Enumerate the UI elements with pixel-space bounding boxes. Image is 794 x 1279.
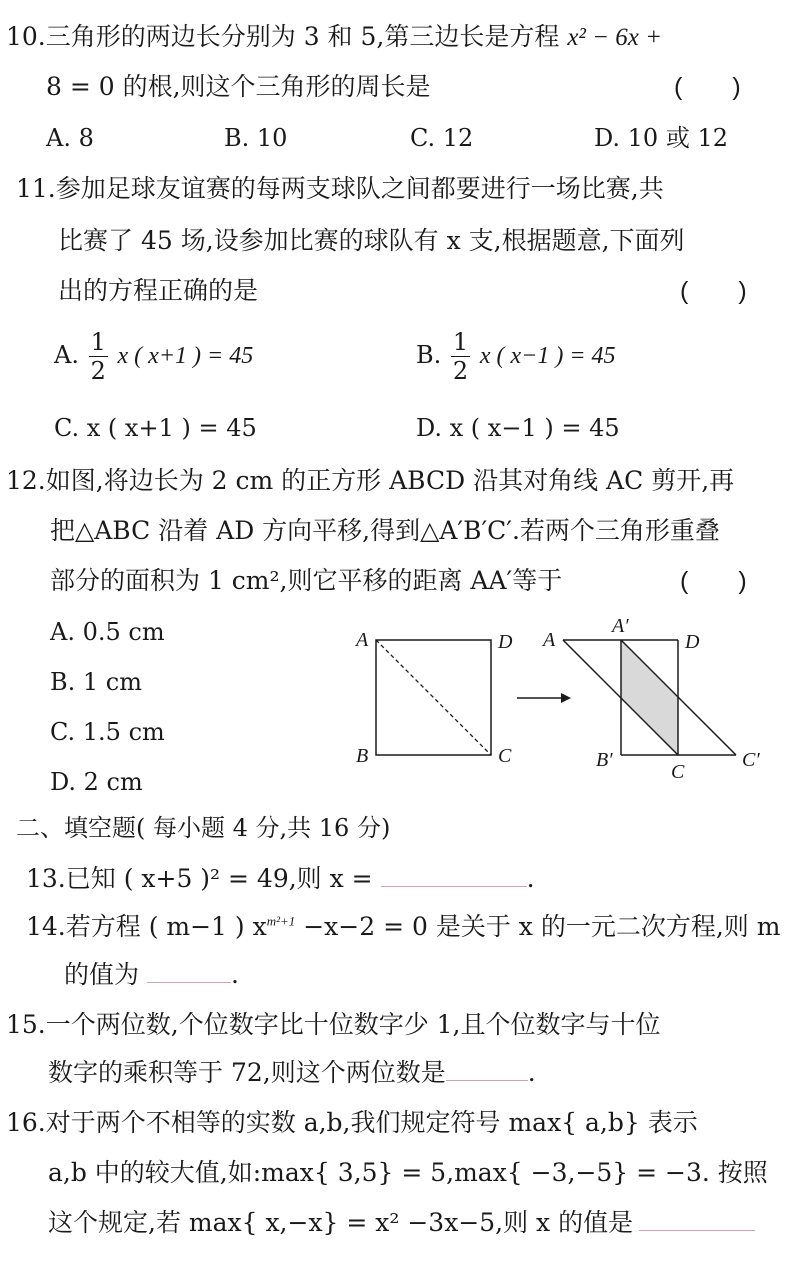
q14-period: .: [230, 960, 239, 989]
q11-answer-paren: ( ): [680, 277, 747, 305]
q12-option-b: B. 1 cm: [50, 668, 142, 696]
q11-option-b-label: B.: [416, 341, 442, 369]
q16-line2: a,b 中的较大值,如:max{ 3,5} = 5,max{ −3,−5} = −3. 按照: [48, 1158, 768, 1187]
q10-line1: [6, 22, 662, 53]
q12-line3: 部分的面积为 1 cm²,则它平移的距离 AA′等于: [50, 566, 563, 595]
q13-text: 13.已知 ( x+5 )² = 49,则 x =: [26, 864, 373, 893]
q10-option-a: A. 8: [46, 124, 94, 152]
q11-option-d: D. x ( x−1 ) = 45: [416, 414, 620, 442]
label-a-prime: A′: [612, 615, 629, 637]
q14-text-rest: −x−2 = 0 是关于 x 的一元二次方程,则 m: [295, 912, 781, 941]
q13-period: .: [526, 864, 535, 893]
fraction-numerator: 1: [90, 328, 106, 356]
q12-line2: 把△ABC 沿着 AD 方向平移,得到△A′B′C′.若两个三角形重叠: [50, 516, 720, 545]
label-a-right: A: [543, 629, 556, 651]
fraction-denominator: 2: [452, 357, 469, 385]
q12-line1: 12.如图,将边长为 2 cm 的正方形 ABCD 沿其对角线 AC 剪开,再: [6, 466, 735, 495]
overlap-region: [621, 640, 678, 755]
q14-text-line2: 的值为: [64, 960, 140, 989]
q16-text-line3: 这个规定,若 max{ x,−x} = x² −3x−5,则 x 的值是: [48, 1208, 634, 1237]
q14-text-start: 14.若方程 ( m−1 ) x: [26, 912, 267, 941]
arrow-right-icon: [561, 693, 571, 703]
label-c-prime: C′: [742, 749, 760, 771]
q14-exponent: m²+1: [266, 913, 296, 929]
q13-line: [26, 864, 535, 894]
label-c-right: C: [671, 761, 685, 780]
q10-line2: 8 = 0 的根,则这个三角形的周长是: [46, 72, 431, 101]
q11-option-b: [416, 330, 616, 383]
q14-answer-blank[interactable]: [147, 981, 231, 983]
q11-option-a-fraction: [89, 330, 108, 383]
q14-line2: [64, 960, 239, 990]
q15-line1: 15.一个两位数,个位数字比十位数字少 1,且个位数字与十位: [6, 1010, 661, 1039]
q15-text-line2: 数字的乘积等于 72,则这个两位数是: [48, 1058, 446, 1087]
q11-line3: 出的方程正确的是: [58, 276, 259, 305]
q12-figure: [340, 610, 780, 780]
q10-option-b: B. 10: [224, 124, 288, 152]
q10-stem: 10.三角形的两边长分别为 3 和 5,第三边长是方程: [6, 22, 560, 51]
q11-option-b-fraction: [451, 330, 470, 383]
q11-option-a-expr: x ( x+1 ) = 45: [117, 343, 254, 369]
diagonal-ac: [376, 640, 491, 755]
label-b-prime: B′: [596, 749, 613, 771]
q16-line1: 16.对于两个不相等的实数 a,b,我们规定符号 max{ a,b} 表示: [6, 1108, 698, 1137]
q11-option-c: C. x ( x+1 ) = 45: [54, 414, 257, 442]
fraction-denominator: 2: [90, 357, 106, 385]
label-a-left: A: [356, 629, 369, 651]
q14-line1: [26, 912, 780, 942]
q11-option-a-label: A.: [54, 341, 79, 369]
q16-line3: [48, 1208, 755, 1238]
q12-option-c: C. 1.5 cm: [50, 718, 165, 746]
q15-period: .: [527, 1058, 536, 1087]
label-d-left: D: [498, 631, 513, 653]
q12-option-d: D. 2 cm: [50, 768, 143, 796]
q15-line2: [48, 1058, 536, 1088]
q10-option-c: C. 12: [410, 124, 474, 152]
q13-answer-blank[interactable]: [381, 885, 527, 887]
q12-answer-paren: ( ): [680, 567, 747, 595]
q10-answer-paren: ( ): [674, 73, 741, 101]
q16-answer-blank[interactable]: [639, 1229, 755, 1231]
fraction-numerator: 1: [452, 328, 469, 356]
section-title: 二、填空题( 每小题 4 分,共 16 分): [16, 814, 391, 842]
q11-option-a: [54, 330, 253, 383]
q10-equation: x² − 6x +: [567, 24, 662, 51]
q11-line1: 11.参加足球友谊赛的每两支球队之间都要进行一场比赛,共: [16, 174, 664, 203]
q10-option-d: D. 10 或 12: [594, 124, 728, 152]
label-d-right: D: [685, 631, 700, 653]
q12-option-a: A. 0.5 cm: [50, 618, 165, 646]
q11-option-b-expr: x ( x−1 ) = 45: [479, 343, 616, 369]
label-c-left: C: [498, 745, 512, 767]
q15-answer-blank[interactable]: [446, 1079, 528, 1081]
label-b-left: B: [356, 745, 369, 767]
q11-line2: 比赛了 45 场,设参加比赛的球队有 x 支,根据题意,下面列: [58, 226, 685, 255]
